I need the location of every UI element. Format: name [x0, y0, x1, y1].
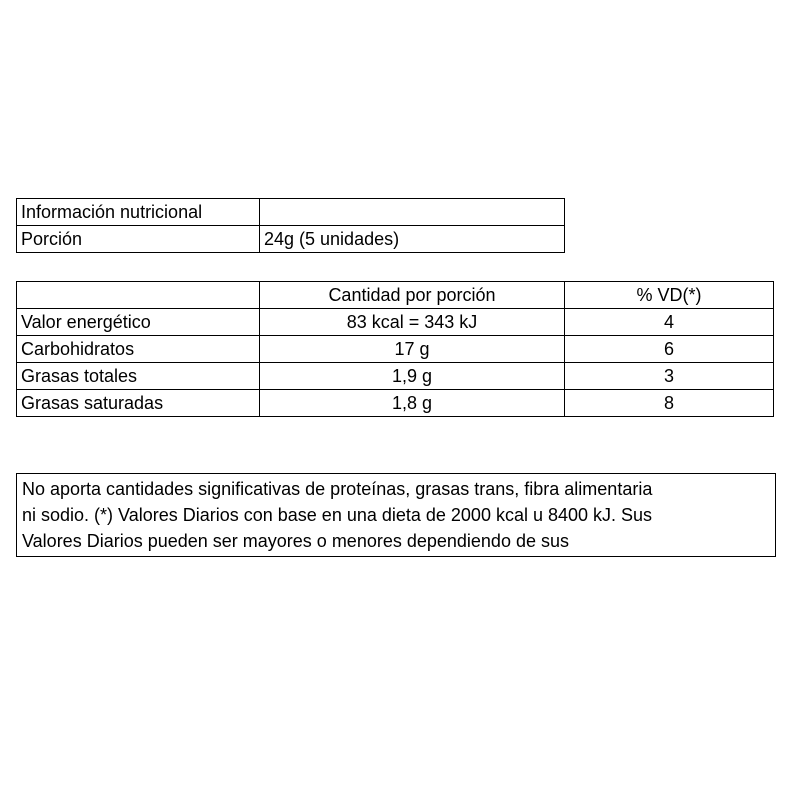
table-row [17, 336, 774, 363]
nutrient-name: Grasas totales [17, 363, 260, 390]
nutrient-dv: 4 [565, 309, 774, 336]
table-row [17, 309, 774, 336]
portion-value: 24g (5 unidades) [260, 226, 565, 253]
column-header-dv: % VD(*) [565, 282, 774, 309]
nutrition-header-table [16, 198, 565, 253]
nutrient-dv: 3 [565, 363, 774, 390]
nutrient-name: Carbohidratos [17, 336, 260, 363]
footnote-line: No aporta cantidades significativas de proteínas, grasas trans, fibra alimentaria [22, 479, 653, 499]
nutrient-amount: 83 kcal = 343 kJ [260, 309, 565, 336]
nutrition-title-value [260, 199, 565, 226]
portion-label: Porción [17, 226, 260, 253]
nutrition-title: Información nutricional [17, 199, 260, 226]
nutrient-amount: 1,9 g [260, 363, 565, 390]
nutrient-amount: 1,8 g [260, 390, 565, 417]
table-row [17, 390, 774, 417]
title-row [17, 199, 565, 226]
column-header-amount: Cantidad por porción [260, 282, 565, 309]
footnote-line: ni sodio. (*) Valores Diarios con base en una dieta de 2000 kcal u 8400 kJ. Sus [22, 505, 653, 525]
column-header-nutrient [17, 282, 260, 309]
nutrient-name: Grasas saturadas [17, 390, 260, 417]
table-row [17, 363, 774, 390]
nutrient-amount: 17 g [260, 336, 565, 363]
footnote-box [16, 473, 776, 557]
nutrient-name: Valor energético [17, 309, 260, 336]
nutrient-dv: 6 [565, 336, 774, 363]
portion-row [17, 226, 565, 253]
nutrient-table-header [17, 282, 774, 309]
nutrient-table [16, 281, 774, 417]
footnote-line: Valores Diarios pueden ser mayores o menores dependiendo de sus [22, 531, 569, 551]
nutrient-dv: 8 [565, 390, 774, 417]
